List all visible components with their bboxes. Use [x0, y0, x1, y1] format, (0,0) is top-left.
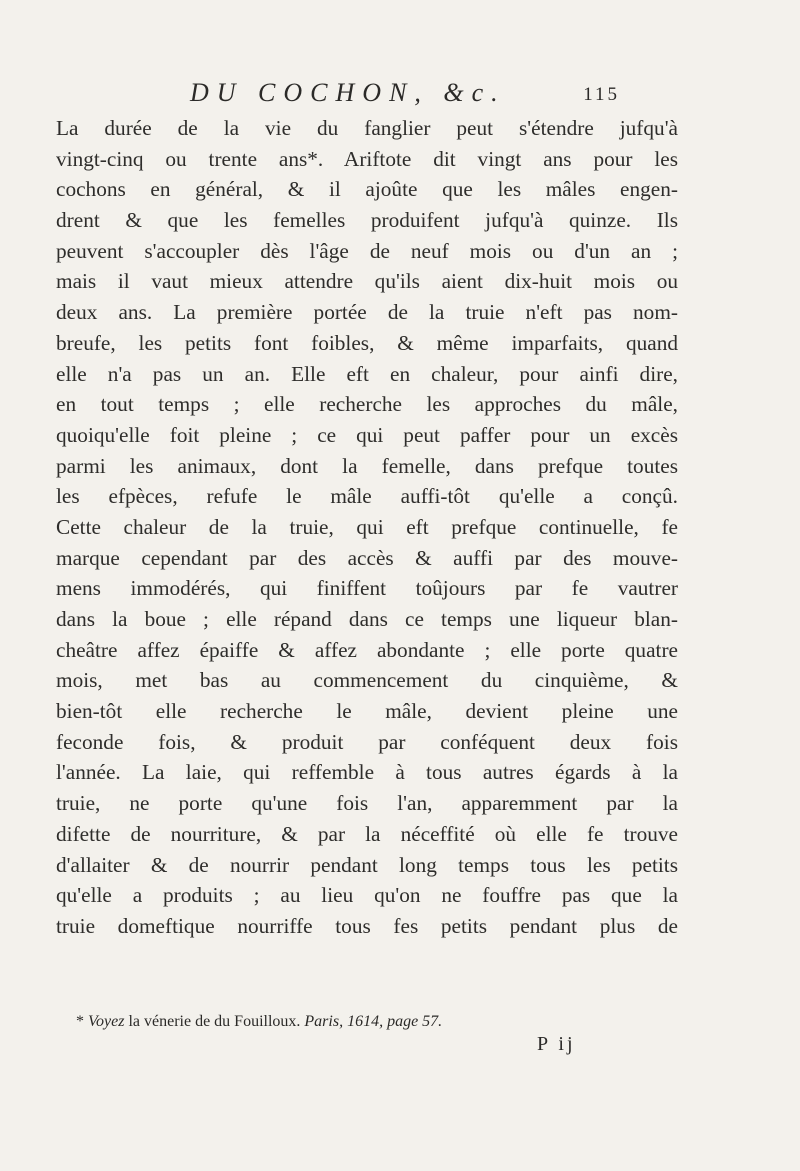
text-line: difette de nourriture, & par la néceffité où elle fe trouve [56, 821, 678, 846]
text-line: elle n'a pas un an. Elle eft en chaleur, pour ainfi dire, [56, 361, 678, 386]
text-line: deux ans. La première portée de la truie n'eft pas nom- [56, 300, 678, 325]
text-line: qu'elle a produits ; au lieu qu'on ne fouffre pas que la [56, 883, 678, 908]
body-text [56, 113, 678, 942]
text-line: bien-tôt elle recherche le mâle, devient pleine une [56, 699, 678, 724]
text-line: l'année. La laie, qui reffemble à tous autres égards à la [56, 760, 678, 785]
text-line: cochons en général, & il ajoûte que les mâles engen- [56, 177, 678, 202]
text-line: truie domeftique nourriffe tous fes petits pendant plus de [56, 913, 678, 938]
text-line: cheâtre affez épaiffe & affez abondante ; elle porte quatre [56, 637, 678, 662]
text-line: drent & que les femelles produifent jufqu'à quinze. Ils [56, 208, 678, 233]
text-line: La durée de la vie du fanglier peut s'étendre jufqu'à [56, 116, 678, 140]
text-line: mens immodérés, qui finiffent toûjours par fe vautrer [56, 576, 678, 601]
text-line: Cette chaleur de la truie, qui eft prefque continuelle, fe [56, 514, 678, 539]
footnote-citation: Paris, 1614, page 57. [304, 1013, 443, 1030]
footnote [76, 1013, 686, 1031]
text-line: en tout temps ; elle recherche les approches du mâle, [56, 392, 678, 417]
text-line: vingt-cinq ou trente ans*. Ariftote dit vingt ans pour les [56, 146, 678, 171]
text-line: dans la boue ; elle répand dans ce temps une liqueur blan- [56, 607, 678, 631]
text-line: truie, ne porte qu'une fois l'an, apparemment par la [56, 791, 678, 816]
page-number: 115 [583, 84, 620, 105]
text-line: feconde fois, & produit par conféquent deux fois [56, 729, 678, 754]
text-line: d'allaiter & de nourrir pendant long temps tous les petits [56, 852, 678, 877]
text-line: marque cependant par des accès & auffi par des mouve- [56, 545, 678, 570]
text-line: les efpèces, refufe le mâle auffi-tôt qu'elle a conçû. [56, 484, 678, 509]
text-line: peuvent s'accoupler dès l'âge de neuf mois ou d'un an ; [56, 238, 678, 263]
footnote-see: Voyez [88, 1013, 125, 1030]
text-line: quoiqu'elle foit pleine ; ce qui peut paffer pour un excès [56, 422, 678, 447]
text-line: mais il vaut mieux attendre qu'ils aient dix-huit mois ou [56, 269, 678, 294]
footnote-marker: * [76, 1013, 84, 1030]
running-head-title: DU COCHON, &c. [190, 78, 506, 107]
running-head [190, 78, 620, 110]
text-line: mois, met bas au commencement du cinquième, & [56, 668, 678, 693]
footnote-text: la vénerie de du Fouilloux. [128, 1013, 301, 1030]
signature-mark: P ij [537, 1033, 576, 1055]
text-line: breufe, les petits font foibles, & même imparfaits, quand [56, 330, 678, 355]
text-line: parmi les animaux, dont la femelle, dans prefque toutes [56, 453, 678, 478]
